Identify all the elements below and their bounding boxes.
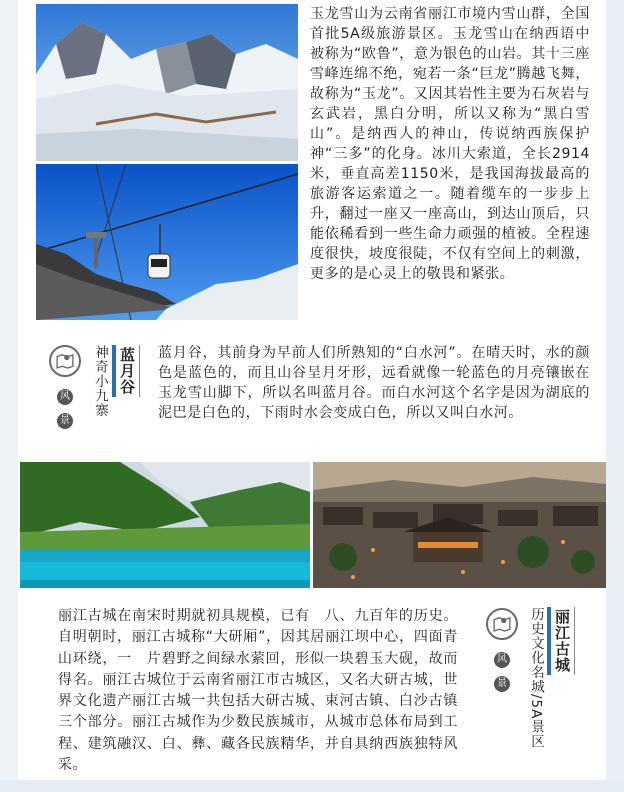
blue-moon-valley-description: 蓝月谷，其前身为早前人们所熟知的“白水河”。在晴天时，水的颜色是蓝色的，而且山谷呈月牙形，远看就像一轮蓝色的月亮镶嵌在玉龙雪山脚下，所以名叫蓝月谷。而白水河这个名字是因为湖底的泥巴是白色的，下雨时水会变成白色，所以又叫白水河。 xyxy=(158,345,590,421)
bottom-band xyxy=(0,780,624,792)
blue-moon-valley-title: 蓝月谷 xyxy=(112,345,140,397)
badge-char-feng: 风 xyxy=(57,389,73,405)
right-margin-strip xyxy=(606,0,624,792)
lijiang-old-town-description: 丽江古城在南宋时期就初具规模，已有 八、九百年的历史。自明朝时，丽江古城称“大研厢”，因其居丽江坝中心，四面青山环绕，一 片碧野之间绿水萦回，形似一块碧玉大砚，故而得名。丽江古城位于云南省丽江市古城区，又名大研古城，世界文化遗产丽江古城一共包括大研古城、束河古镇、白沙古镇三个部分。丽江古城作为少数民族城市，从城市总体布局到工程、建筑融汉、白、彝、藏各民族精华，并自具纳西族独特风采。 xyxy=(58,608,458,774)
map-icon xyxy=(486,608,518,640)
badge-char-feng: 风 xyxy=(494,652,510,668)
lijiang-old-town-title: 丽江古城 xyxy=(547,607,575,675)
left-margin-strip xyxy=(0,0,18,792)
map-icon xyxy=(49,345,81,377)
blue-moon-valley-photo xyxy=(20,462,310,588)
badge-char-jing: 景 xyxy=(57,413,73,429)
cable-car-photo xyxy=(36,164,298,320)
lijiang-old-town-subtitle: 历史文化名城/5A景区 xyxy=(528,607,544,749)
badge-char-jing: 景 xyxy=(494,676,510,692)
snow-mountain-photo xyxy=(36,4,298,161)
snow-mountain-description: 玉龙雪山为云南省丽江市境内雪山群，全国首批5A级旅游景区。玉龙雪山在纳西语中被称为“欧鲁”，意为银色的山岩。其十三座雪峰连绵不绝，宛若一条“巨龙”腾越飞舞，故称为“玉龙”。又因其岩性主要为石灰岩与玄武岩，黑白分明，所以又称为“黑白雪山”。是纳西人的神山，传说纳西族保护神“三多”的化身。冰川大索道，全长2914米，垂直高差1150米，是我国海拔最高的旅游客运索道之一。随着缆车的一步步上升，翻过一座又一座高山，到达山顶后，只能依稀看到一些生命力顽强的植被。全程速度很快，坡度很陡，不仅有空间上的刺激，更多的是心灵上的敬畏和紧张。 xyxy=(310,6,590,282)
blue-moon-valley-subtitle: 神奇小九寨 xyxy=(92,345,108,418)
lijiang-old-town-photo xyxy=(313,462,606,588)
